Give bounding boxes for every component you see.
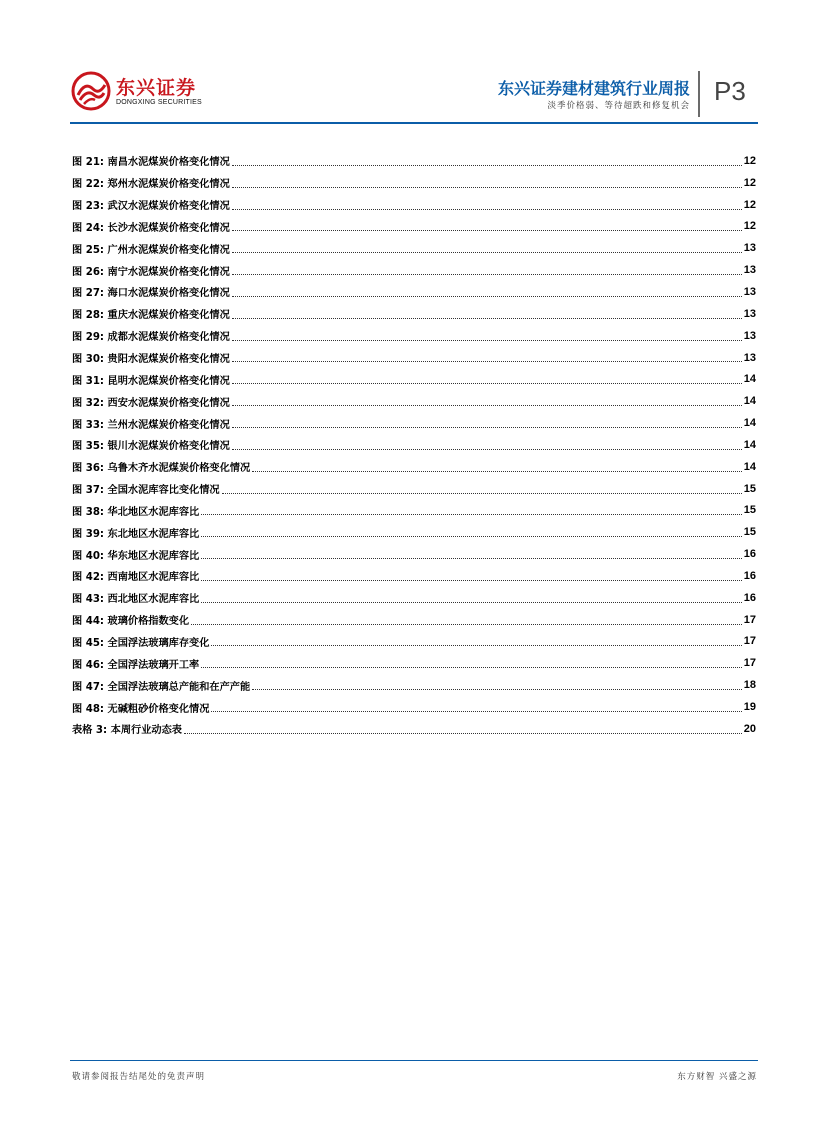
toc-dot-leader: [232, 208, 742, 210]
toc-entry[interactable]: [72, 565, 756, 587]
toc-entry-page[interactable]: 15: [743, 526, 756, 539]
logo-english-name: DONGXING SECURITIES: [116, 99, 202, 106]
toc-dot-leader: [232, 251, 742, 253]
toc-entry-page[interactable]: 12: [743, 198, 756, 211]
toc-entry-label[interactable]: 图 24: 长沙水泥煤炭价格变化情况: [72, 222, 230, 234]
toc-dot-leader: [232, 339, 742, 341]
toc-dot-leader: [252, 688, 742, 690]
toc-entry[interactable]: [72, 718, 756, 740]
toc-entry[interactable]: [72, 609, 756, 631]
toc-entry-label[interactable]: 图 35: 银川水泥煤炭价格变化情况: [72, 441, 230, 453]
toc-entry-page[interactable]: 19: [743, 701, 756, 714]
toc-entry-page[interactable]: 20: [743, 722, 756, 735]
toc-entry[interactable]: [72, 500, 756, 522]
toc-entry-page[interactable]: 14: [743, 460, 756, 473]
toc-entry[interactable]: [72, 478, 756, 500]
toc-entry[interactable]: [72, 434, 756, 456]
toc-dot-leader: [184, 732, 742, 734]
toc-entry-label[interactable]: 图 45: 全国浮法玻璃库存变化: [72, 637, 210, 649]
report-title: 东兴证券建材建筑行业周报: [497, 79, 690, 98]
dongxing-logo-icon: [71, 71, 111, 111]
toc-entry[interactable]: [72, 543, 756, 565]
toc-entry[interactable]: [72, 674, 756, 696]
toc-entry[interactable]: [72, 652, 756, 674]
toc-dot-leader: [252, 470, 742, 472]
toc-entry-label[interactable]: 图 23: 武汉水泥煤炭价格变化情况: [72, 201, 230, 213]
toc-entry[interactable]: [72, 521, 756, 543]
toc-entry-page[interactable]: 17: [743, 613, 756, 626]
toc-entry-page[interactable]: 14: [743, 417, 756, 430]
toc-entry[interactable]: [72, 456, 756, 478]
toc-entry-page[interactable]: 13: [743, 264, 756, 277]
toc-entry-page[interactable]: 12: [743, 220, 756, 233]
toc-entry-page[interactable]: 14: [743, 395, 756, 408]
toc-entry[interactable]: [72, 150, 756, 172]
toc-entry-label[interactable]: 图 25: 广州水泥煤炭价格变化情况: [72, 244, 230, 256]
toc-entry-label[interactable]: 图 26: 南宁水泥煤炭价格变化情况: [72, 266, 230, 278]
toc-entry-label[interactable]: 图 32: 西安水泥煤炭价格变化情况: [72, 397, 230, 409]
toc-entry-page[interactable]: 13: [743, 285, 756, 298]
toc-entry-label[interactable]: 图 21: 南昌水泥煤炭价格变化情况: [72, 157, 230, 169]
toc-dot-leader: [211, 710, 741, 712]
toc-entry[interactable]: [72, 259, 756, 281]
toc-entry[interactable]: [72, 281, 756, 303]
toc-entry-page[interactable]: 13: [743, 351, 756, 364]
toc-entry[interactable]: [72, 368, 756, 390]
toc-entry-page[interactable]: 16: [743, 569, 756, 582]
toc-entry-page[interactable]: 16: [743, 548, 756, 561]
disclaimer-note: 敬请参阅报告结尾处的免责声明: [72, 1072, 206, 1082]
toc-dot-leader: [232, 382, 742, 384]
toc-entry[interactable]: [72, 303, 756, 325]
toc-entry-page[interactable]: 13: [743, 307, 756, 320]
page-number: P3: [714, 76, 746, 106]
footer-slogan: 东方财智 兴盛之源: [677, 1072, 757, 1082]
toc-dot-leader: [232, 229, 742, 231]
toc-entry[interactable]: [72, 216, 756, 238]
header-rule: [70, 122, 758, 124]
toc-entry-label[interactable]: 表格 3: 本周行业动态表: [72, 725, 182, 737]
logo-chinese-name: 东兴证券: [116, 77, 197, 99]
toc-dot-leader: [232, 317, 742, 319]
toc-entry-label[interactable]: 图 48: 无碱粗砂价格变化情况: [72, 703, 210, 715]
toc-entry-page[interactable]: 14: [743, 438, 756, 451]
toc-dot-leader: [232, 404, 742, 406]
toc-dot-leader: [232, 186, 742, 188]
toc-dot-leader: [201, 557, 742, 559]
table-of-figures: [72, 150, 756, 740]
toc-entry-label[interactable]: 图 22: 郑州水泥煤炭价格变化情况: [72, 179, 230, 191]
toc-entry-page[interactable]: 16: [743, 591, 756, 604]
header-divider: [698, 71, 700, 117]
toc-entry[interactable]: [72, 696, 756, 718]
toc-entry-page[interactable]: 18: [743, 679, 756, 692]
footer-rule: [70, 1060, 758, 1061]
toc-entry-label[interactable]: 图 47: 全国浮法玻璃总产能和在产产能: [72, 681, 251, 693]
toc-dot-leader: [211, 644, 741, 646]
toc-entry-label[interactable]: 图 40: 华东地区水泥库容比: [72, 550, 200, 562]
toc-entry-label[interactable]: 图 38: 华北地区水泥库容比: [72, 506, 200, 518]
toc-entry-page[interactable]: 12: [743, 176, 756, 189]
toc-entry-label[interactable]: 图 33: 兰州水泥煤炭价格变化情况: [72, 419, 230, 431]
toc-entry-label[interactable]: 图 27: 海口水泥煤炭价格变化情况: [72, 288, 230, 300]
toc-dot-leader: [201, 666, 742, 668]
toc-dot-leader: [201, 601, 742, 603]
toc-entry-page[interactable]: 17: [743, 657, 756, 670]
toc-dot-leader: [201, 579, 742, 581]
toc-entry[interactable]: [72, 631, 756, 653]
toc-dot-leader: [232, 164, 742, 166]
toc-entry-label[interactable]: 图 28: 重庆水泥煤炭价格变化情况: [72, 310, 230, 322]
toc-entry-label[interactable]: 图 30: 贵阳水泥煤炭价格变化情况: [72, 354, 230, 366]
toc-entry-page[interactable]: 17: [743, 635, 756, 648]
toc-dot-leader: [201, 513, 742, 515]
toc-entry[interactable]: [72, 390, 756, 412]
toc-dot-leader: [222, 492, 742, 494]
toc-entry-page[interactable]: 15: [743, 504, 756, 517]
toc-dot-leader: [232, 295, 742, 297]
toc-entry-label[interactable]: 图 43: 西北地区水泥库容比: [72, 594, 200, 606]
toc-entry-label[interactable]: 图 37: 全国水泥库容比变化情况: [72, 485, 220, 497]
toc-entry-page[interactable]: 12: [743, 154, 756, 167]
toc-entry-label[interactable]: 图 36: 乌鲁木齐水泥煤炭价格变化情况: [72, 463, 251, 475]
toc-entry-page[interactable]: 13: [743, 329, 756, 342]
company-logo: [71, 71, 231, 115]
toc-entry-page[interactable]: 13: [743, 242, 756, 255]
toc-entry[interactable]: [72, 347, 756, 369]
toc-entry-label[interactable]: 图 31: 昆明水泥煤炭价格变化情况: [72, 375, 230, 387]
toc-entry-label[interactable]: 图 44: 玻璃价格指数变化: [72, 616, 190, 628]
toc-entry[interactable]: [72, 587, 756, 609]
toc-entry-page[interactable]: 14: [743, 373, 756, 386]
toc-entry-label[interactable]: 图 46: 全国浮法玻璃开工率: [72, 659, 200, 671]
toc-dot-leader: [232, 448, 742, 450]
toc-dot-leader: [232, 426, 742, 428]
report-subtitle: 淡季价格弱、等待超跌和修复机会: [547, 101, 690, 111]
toc-dot-leader: [232, 360, 742, 362]
toc-entry-label[interactable]: 图 29: 成都水泥煤炭价格变化情况: [72, 332, 230, 344]
toc-entry[interactable]: [72, 237, 756, 259]
toc-entry[interactable]: [72, 325, 756, 347]
toc-entry-label[interactable]: 图 39: 东北地区水泥库容比: [72, 528, 200, 540]
toc-entry[interactable]: [72, 194, 756, 216]
page-header: [0, 0, 827, 130]
toc-entry-page[interactable]: 15: [743, 482, 756, 495]
toc-entry-label[interactable]: 图 42: 西南地区水泥库容比: [72, 572, 200, 584]
toc-dot-leader: [191, 623, 742, 625]
toc-entry[interactable]: [72, 412, 756, 434]
toc-dot-leader: [201, 535, 742, 537]
toc-entry[interactable]: [72, 172, 756, 194]
toc-dot-leader: [232, 273, 742, 275]
